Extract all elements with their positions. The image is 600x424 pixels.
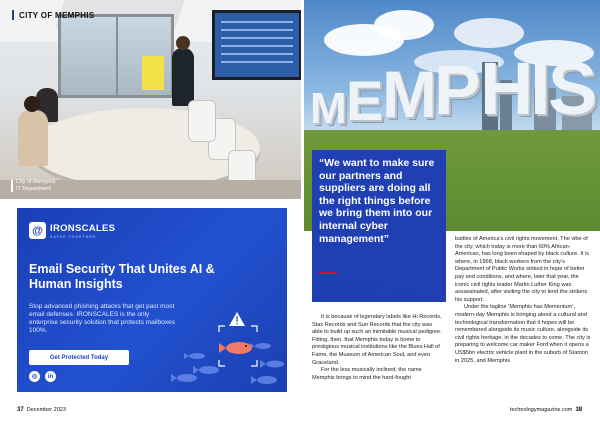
pull-quote: “We want to make sure our partners and suppliers are doing all the right things before we bring them into our internal cyber management”	[319, 157, 435, 245]
right-footer	[510, 407, 582, 413]
web-icon[interactable]: ◎	[29, 371, 40, 382]
quote-author-title-line-2: CITY OF MEMPHIS	[319, 291, 363, 296]
photo-caption	[16, 179, 55, 192]
ad-brand-tagline: SAFER TOGETHER	[50, 235, 96, 239]
quote-author: AUGUSTINE BOATENG	[319, 279, 380, 285]
article-column-left	[312, 314, 444, 382]
office-photo	[0, 0, 301, 199]
get-protected-button[interactable]: Get Protected Today	[29, 350, 129, 365]
section-header	[12, 8, 94, 22]
paragraph: battles of America’s civil rights movement. The vibe of the city, which today is more than 60% African-American, has long been shaped by black culture. It is where, in 1968, black workers from the city’s Department of Public Works striked in hope of better pay and conditions, and where, later that year, the iconic civil rights leader Martin Luther King was assassinated, after visiting the city to lend the strikers his support.	[455, 236, 590, 303]
linkedin-icon[interactable]: in	[45, 371, 56, 382]
ad-body: Stop advanced phishing attacks that get past most email defenses. IRONSCALES is the only enterprise security solution that protects mailboxes 100%.	[29, 303, 175, 334]
ad-brand: IRONSCALES	[50, 223, 116, 234]
right-page-number: 38	[575, 407, 583, 413]
quote-author-title	[319, 286, 416, 297]
ad-headline: Email Security That Unites AI & Human Insights	[29, 262, 215, 291]
left-page-number: 37	[17, 407, 24, 413]
ironscales-ad[interactable]	[17, 208, 287, 392]
section-label: CITY OF MEMPHIS	[19, 10, 95, 20]
caption-line-1: City of Memphis	[16, 179, 56, 185]
paragraph: For the less musically inclined, the name Memphis brings to mind the hard-fought	[312, 367, 422, 381]
ironscales-logo-icon: @	[29, 222, 46, 239]
quote-author-title-line-1: INTERIM CHIEF INFORMATION OFFICER,	[319, 285, 416, 291]
issue-date: December 2023	[26, 407, 66, 413]
site-url[interactable]: technologymagazine.com	[510, 407, 573, 413]
memphis-sign: M E M P H I S	[310, 47, 598, 133]
article-column-right	[455, 236, 592, 365]
quote-divider	[319, 272, 337, 274]
fish-illustration	[167, 308, 287, 392]
paragraph: It is because of legendary labels like Hi Records, Stax Records and Sun Records that the city was able to build up such an inimitable musical pedigree. Fitting, then, that Memphis today is home to prestigious musical institutions like the Blues Hall of Fame, the Museum of American Soul, and even Graceland.	[312, 314, 442, 366]
paragraph: Under the tagline ‘Memphis has Momentum’, modern-day Memphis is bringing about a cultural and technological transformation that it hopes will be remembered alongside its music culture, alongside its civil rights heritage, in the decades to come. The city is preparing to welcome car maker Ford when it opens a US$5bn electric vehicle plant in the suburb of Stanton in 2025, and Memphis	[455, 304, 591, 364]
header-accent-bar	[12, 10, 14, 20]
caption-line-2: IT Department	[16, 185, 52, 192]
left-footer	[17, 407, 66, 413]
